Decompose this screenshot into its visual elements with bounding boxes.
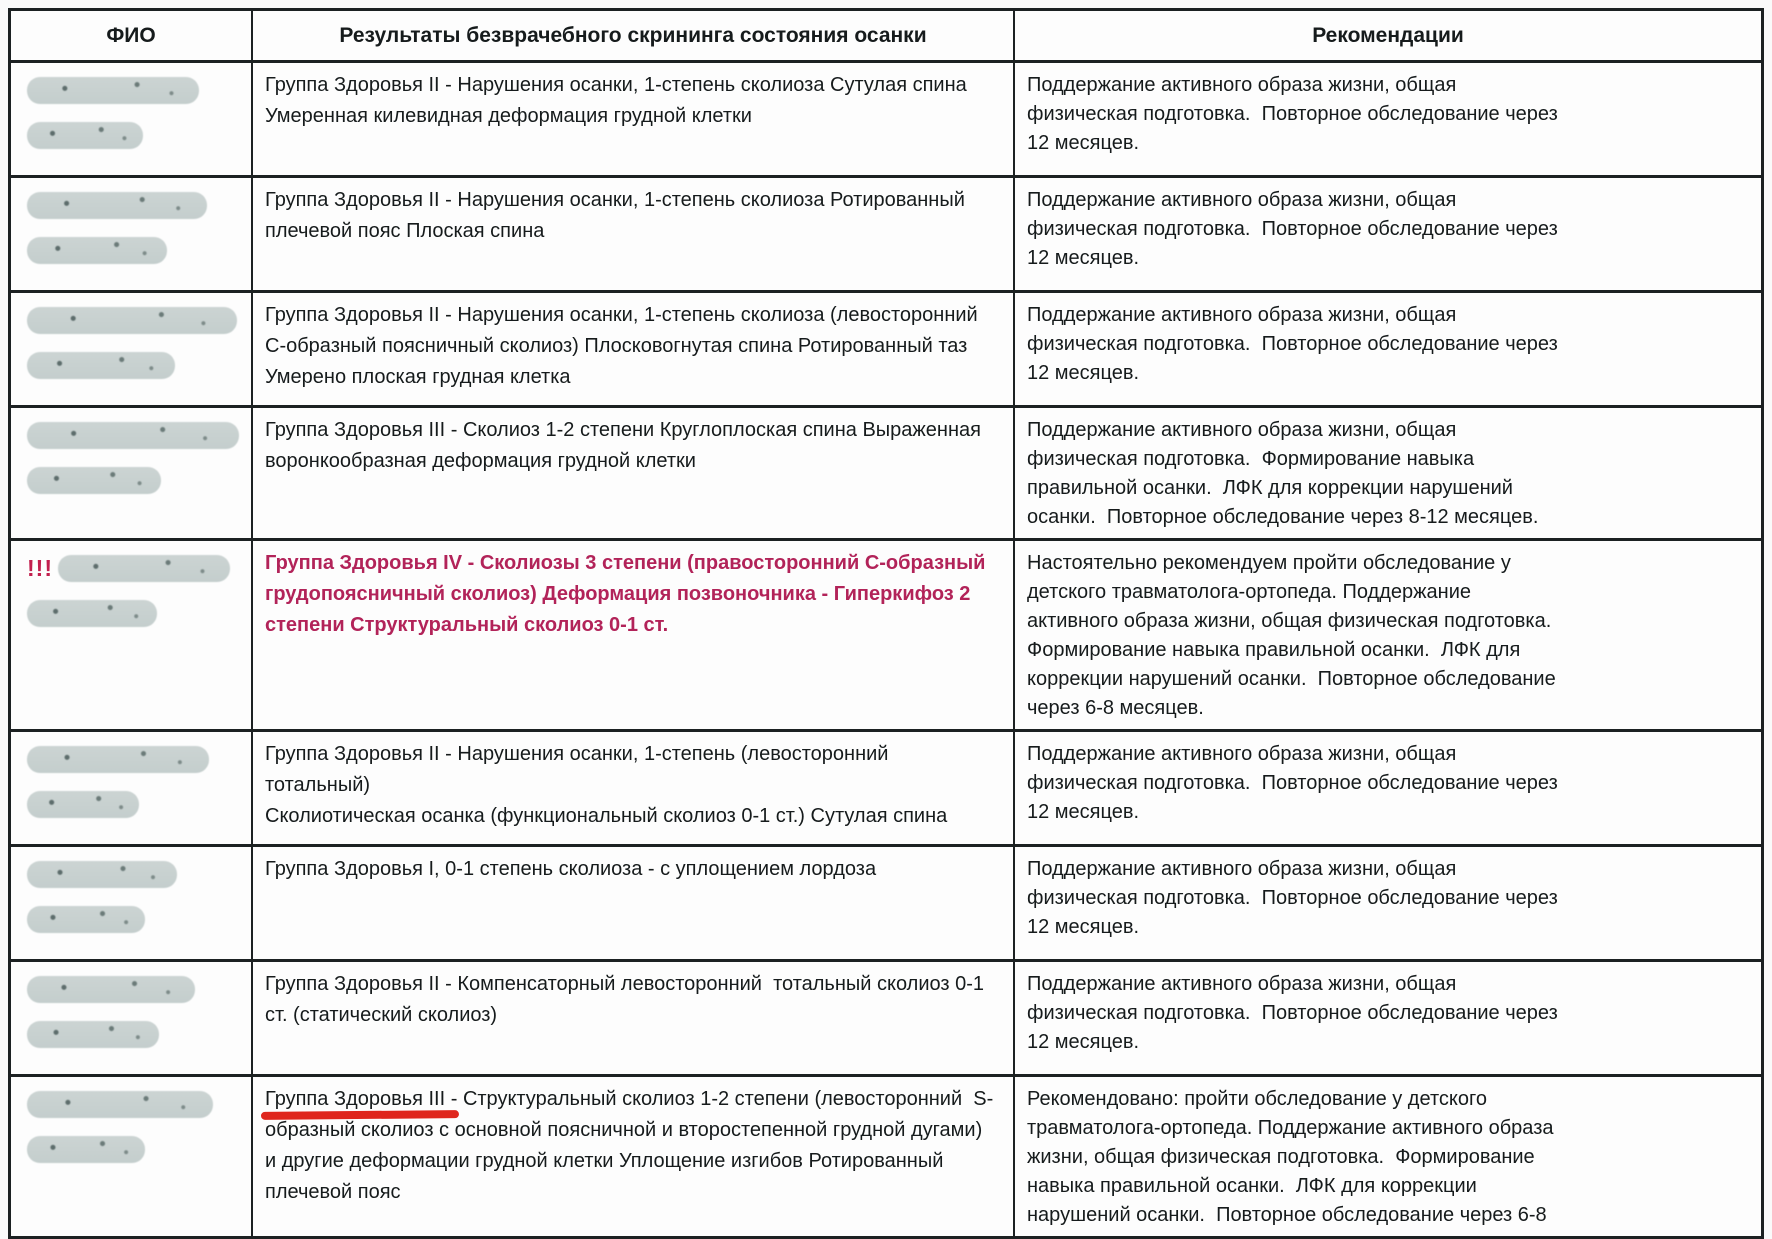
result-cell	[253, 1077, 1015, 1236]
header-fio: ФИО	[11, 11, 253, 60]
result-cell	[253, 178, 1015, 290]
result-text-line: Группа Здоровья IV - Сколиозы 3 степени (правосторонний С-образный	[265, 552, 986, 574]
recommendation-text-line: 12 месяцев.	[1027, 132, 1140, 154]
recommendation-cell	[1015, 541, 1761, 729]
red-underlined-phrase: Группа Здоровья III	[265, 1088, 446, 1110]
recommendation-text-line: 12 месяцев.	[1027, 362, 1140, 384]
redaction-blob	[27, 77, 199, 104]
result-cell	[253, 847, 1015, 959]
redaction-blob	[27, 791, 139, 818]
redaction-blob	[27, 1136, 145, 1163]
recommendation-text-line: осанки. Повторное обследование через 8-12 месяцев.	[1027, 506, 1539, 528]
result-text-line: Сколиотическая осанка (функциональный сколиоз 0-1 ст.) Сутулая спина	[265, 805, 948, 827]
redaction-blob	[27, 861, 177, 888]
result-text-line: ст. (статический сколиоз)	[265, 1004, 498, 1026]
recommendation-text-line: Поддержание активного образа жизни, общая	[1027, 973, 1457, 995]
recommendation-cell	[1015, 178, 1761, 290]
result-cell	[253, 408, 1015, 538]
recommendation-text-line: 12 месяцев.	[1027, 916, 1140, 938]
redacted-name-line	[27, 555, 239, 582]
redacted-name-line	[27, 77, 239, 104]
result-cell	[253, 732, 1015, 844]
result-text-line: Умеренная килевидная деформация грудной клетки	[265, 105, 752, 127]
result-text-line: Группа Здоровья II - Нарушения осанки, 1-степень сколиоза Ротированный	[265, 189, 965, 211]
result-text-line: Группа Здоровья II - Нарушения осанки, 1-степень (левосторонний тотальный)	[265, 743, 900, 796]
recommendation-cell	[1015, 63, 1761, 175]
redaction-blob	[27, 422, 239, 449]
fio-cell	[11, 293, 253, 405]
recommendation-cell	[1015, 293, 1761, 405]
redacted-name-line	[27, 122, 239, 149]
recommendation-text-line: коррекции нарушений осанки. Повторное обследование	[1027, 668, 1556, 690]
header-recommendations: Рекомендации	[1312, 23, 1464, 47]
recommendation-text-line: физическая подготовка. Повторное обследование через	[1027, 1002, 1558, 1024]
recommendation-text-line: Формирование навыка правильной осанки. ЛФК для	[1027, 639, 1521, 661]
table-row	[11, 175, 1761, 290]
table-row	[11, 959, 1761, 1074]
recommendation-text-line: активного образа жизни, общая физическая подготовка.	[1027, 610, 1552, 632]
result-text-line: воронкообразная деформация грудной клетки	[265, 450, 696, 472]
fio-cell	[11, 847, 253, 959]
header-results: Результаты безврачебного скрининга состояния осанки	[253, 11, 1015, 60]
fio-cell	[11, 408, 253, 538]
result-cell	[253, 962, 1015, 1074]
redaction-blob	[27, 1091, 213, 1118]
redacted-name-line	[27, 237, 239, 264]
recommendation-text-line: Поддержание активного образа жизни, общая	[1027, 304, 1457, 326]
recommendation-text-line: физическая подготовка. Повторное обследование через	[1027, 103, 1558, 125]
recommendation-text-line: правильной осанки. ЛФК для коррекции нарушений	[1027, 477, 1513, 499]
alert-exclamation-marks: !!!	[27, 555, 53, 581]
recommendation-text-line: через 6-8 месяцев.	[1027, 697, 1204, 719]
result-text-line: Группа Здоровья I, 0-1 степень сколиоза - с уплощением лордоза	[265, 858, 877, 880]
table-row	[11, 1074, 1761, 1236]
redaction-blob	[27, 352, 175, 379]
recommendation-text-line: Поддержание активного образа жизни, общая	[1027, 419, 1457, 441]
fio-cell	[11, 962, 253, 1074]
result-text-line: Группа Здоровья III - Сколиоз 1-2 степени Круглоплоская спина Выраженная	[265, 419, 981, 441]
redaction-blob	[27, 1021, 159, 1048]
fio-cell	[11, 1077, 253, 1236]
fio-cell	[11, 63, 253, 175]
fio-cell	[11, 732, 253, 844]
table-row	[11, 538, 1761, 729]
result-text-line: Группа Здоровья II - Компенсаторный левосторонний тотальный сколиоз 0-1	[265, 973, 985, 995]
recommendation-text-line: физическая подготовка. Повторное обследование через	[1027, 333, 1558, 355]
result-text-line: грудопоясничный сколиоз) Деформация позвоночника - Гиперкифоз 2	[265, 583, 971, 605]
redaction-blob	[27, 192, 207, 219]
recommendation-text-line: жизни, общая физическая подготовка. Формирование	[1027, 1146, 1535, 1168]
recommendation-text-line: Настоятельно рекомендуем пройти обследование у	[1027, 552, 1511, 574]
table-row	[11, 290, 1761, 405]
recommendation-text-line: Поддержание активного образа жизни, общая	[1027, 189, 1457, 211]
recommendation-text-line: физическая подготовка. Повторное обследование через	[1027, 887, 1558, 909]
result-text-line: С-образный поясничный сколиоз) Плосковогнутая спина Ротированный таз	[265, 335, 968, 357]
recommendation-cell	[1015, 962, 1761, 1074]
table-row	[11, 844, 1761, 959]
redacted-name-line	[27, 906, 239, 933]
recommendation-text-line: навыка правильной осанки. ЛФК для коррекции	[1027, 1175, 1477, 1197]
recommendation-text-line: физическая подготовка. Повторное обследование через	[1027, 772, 1558, 794]
result-text-line: Группа Здоровья II - Нарушения осанки, 1-степень сколиоза Сутулая спина	[265, 74, 967, 96]
table-row	[11, 405, 1761, 538]
recommendation-cell	[1015, 408, 1761, 538]
recommendation-text-line: Рекомендовано: пройти обследование у детского	[1027, 1088, 1487, 1110]
recommendation-cell	[1015, 847, 1761, 959]
recommendation-text-line: 12 месяцев.	[1027, 801, 1140, 823]
redacted-name-line	[27, 192, 239, 219]
recommendation-text-line: физическая подготовка. Повторное обследование через	[1027, 218, 1558, 240]
redacted-name-line	[27, 1136, 239, 1163]
result-text-line: образный сколиоз с основной поясничной и второстепенной грудной дугами)	[265, 1119, 983, 1141]
redaction-blob	[27, 307, 237, 334]
redacted-name-line	[27, 352, 239, 379]
redaction-blob	[27, 467, 161, 494]
result-text-line: степени Структуральный сколиоз 0-1 ст.	[265, 614, 669, 636]
table-body	[11, 60, 1761, 1236]
redacted-name-line	[27, 976, 239, 1003]
fio-cell	[11, 541, 253, 729]
redaction-blob	[27, 122, 143, 149]
recommendation-text-line: физическая подготовка. Формирование навыка	[1027, 448, 1475, 470]
redacted-name-line	[27, 861, 239, 888]
recommendation-text-line: детского травматолога-ортопеда. Поддержание	[1027, 581, 1471, 603]
recommendation-cell	[1015, 732, 1761, 844]
redacted-name-line	[27, 600, 239, 627]
redaction-blob	[27, 906, 145, 933]
redaction-blob	[27, 976, 195, 1003]
result-cell	[253, 63, 1015, 175]
recommendation-text-line: Поддержание активного образа жизни, общая	[1027, 743, 1457, 765]
fio-cell	[11, 178, 253, 290]
recommendation-text-line: 12 месяцев.	[1027, 247, 1140, 269]
redacted-name-line	[27, 1021, 239, 1048]
screening-results-table	[8, 8, 1764, 1239]
redaction-blob	[58, 555, 230, 582]
redaction-blob	[27, 600, 157, 627]
result-text-line: плечевой пояс	[265, 1181, 401, 1203]
redacted-name-line	[27, 791, 239, 818]
table-row	[11, 60, 1761, 175]
redacted-name-line	[27, 746, 239, 773]
redacted-name-line	[27, 307, 239, 334]
recommendation-text-line: травматолога-ортопеда. Поддержание активного образа	[1027, 1117, 1554, 1139]
table-row	[11, 729, 1761, 844]
redaction-blob	[27, 237, 167, 264]
redaction-blob	[27, 746, 209, 773]
redacted-name-line	[27, 1091, 239, 1118]
recommendation-text-line: Поддержание активного образа жизни, общая	[1027, 74, 1457, 96]
recommendation-text-line: нарушений осанки. Повторное обследование через 6-8	[1027, 1204, 1547, 1226]
result-cell	[253, 293, 1015, 405]
result-text-line: Группа Здоровья III - Структуральный сколиоз 1-2 степени (левосторонний S-	[265, 1088, 994, 1110]
result-text-line: и другие деформации грудной клетки Уплощение изгибов Ротированный	[265, 1150, 944, 1172]
table-header-row	[11, 11, 1761, 60]
redacted-name-line	[27, 467, 239, 494]
result-text-line: плечевой пояс Плоская спина	[265, 220, 545, 242]
result-cell	[253, 541, 1015, 729]
recommendation-text-line: 12 месяцев.	[1027, 1031, 1140, 1053]
recommendation-cell	[1015, 1077, 1761, 1236]
recommendation-text-line: Поддержание активного образа жизни, общая	[1027, 858, 1457, 880]
result-text-line: Умерено плоская грудная клетка	[265, 366, 571, 388]
redacted-name-line	[27, 422, 239, 449]
result-text-line: Группа Здоровья II - Нарушения осанки, 1-степень сколиоза (левосторонний	[265, 304, 978, 326]
